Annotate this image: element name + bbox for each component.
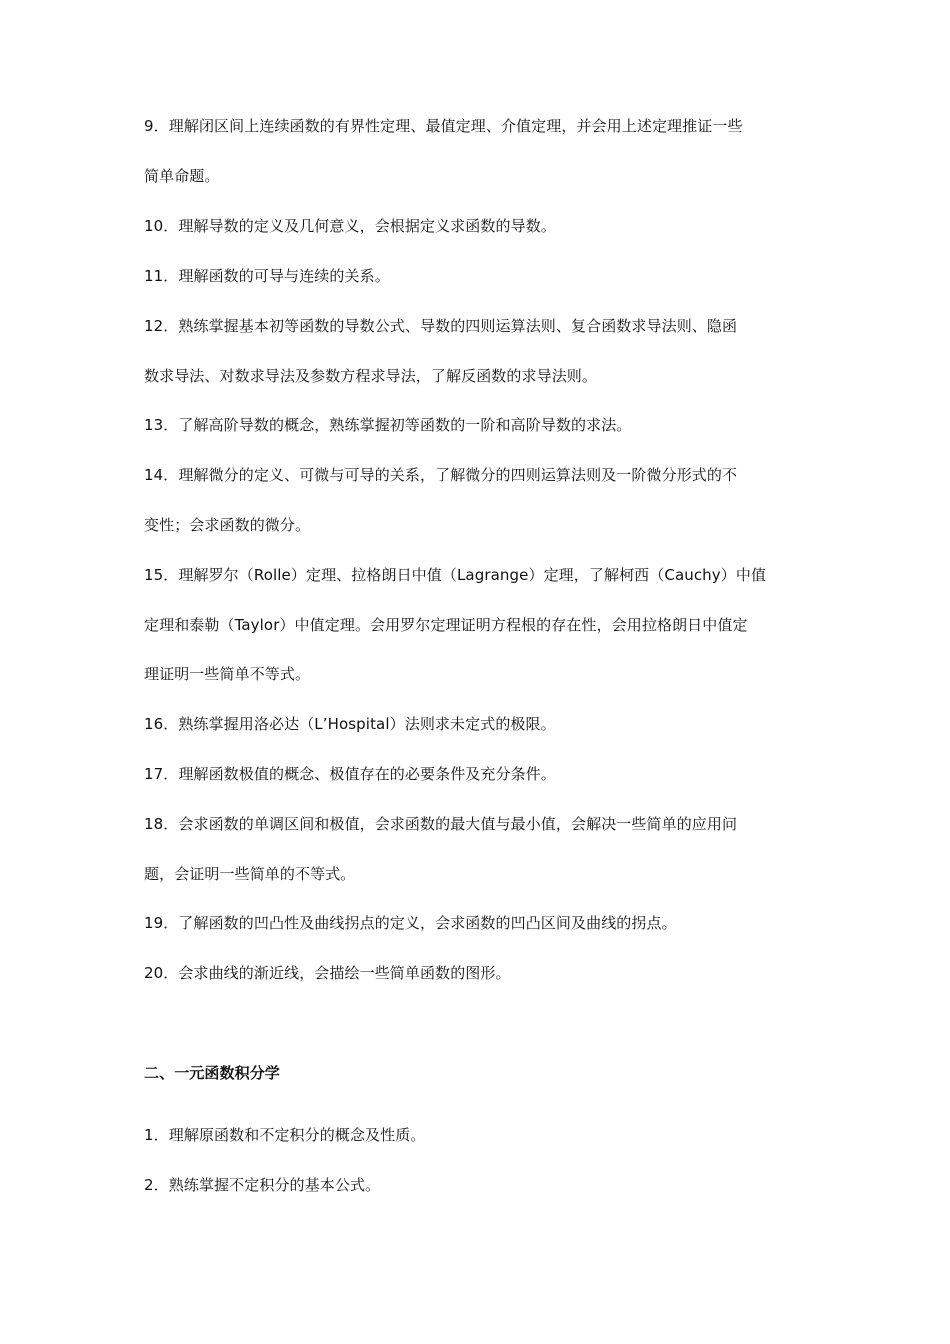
item-11: 11．理解函数的可导与连续的关系。 [144, 267, 390, 285]
item-14-line-2: 变性；会求函数的微分。 [144, 516, 311, 534]
item-18-line-2: 题，会证明一些简单的不等式。 [144, 865, 356, 883]
item-13: 13．了解高阶导数的概念，熟练掌握初等函数的一阶和高阶导数的求法。 [144, 416, 632, 434]
item-17: 17．理解函数极值的概念、极值存在的必要条件及充分条件。 [144, 765, 556, 783]
item-10: 10．理解导数的定义及几何意义，会根据定义求函数的导数。 [144, 217, 556, 235]
item-9-line-1: 9．理解闭区间上连续函数的有界性定理、最值定理、介值定理，并会用上述定理推证一些 [144, 117, 743, 135]
item-20: 20．会求曲线的渐近线，会描绘一些简单函数的图形。 [144, 964, 511, 982]
item-18-line-1: 18．会求函数的单调区间和极值，会求函数的最大值与最小值，会解决一些简单的应用问 [144, 815, 738, 833]
item-15-line-1: 15．理解罗尔（Rolle）定理、拉格朗日中值（Lagrange）定理，了解柯西（Cauchy）中值 [144, 566, 767, 584]
section-heading: 二、一元函数积分学 [144, 1064, 280, 1082]
item-9-line-2: 简单命题。 [144, 167, 220, 185]
item-16: 16．熟练掌握用洛必达（L’Hospital）法则求未定式的极限。 [144, 715, 556, 733]
part2-item-2: 2．熟练掌握不定积分的基本公式。 [144, 1176, 381, 1194]
item-19: 19．了解函数的凹凸性及曲线拐点的定义，会求函数的凹凸区间及曲线的拐点。 [144, 914, 677, 932]
item-15-line-2: 定理和泰勒（Taylor）中值定理。会用罗尔定理证明方程根的存在性，会用拉格朗日中值定 [144, 616, 748, 634]
item-12-line-1: 12．熟练掌握基本初等函数的导数公式、导数的四则运算法则、复合函数求导法则、隐函 [144, 317, 738, 335]
item-12-line-2: 数求导法、对数求导法及参数方程求导法，了解反函数的求导法则。 [144, 367, 598, 385]
part2-item-1: 1．理解原函数和不定积分的概念及性质。 [144, 1126, 426, 1144]
item-14-line-1: 14．理解微分的定义、可微与可导的关系，了解微分的四则运算法则及一阶微分形式的不 [144, 466, 738, 484]
item-15-line-3: 理证明一些简单不等式。 [144, 665, 311, 683]
